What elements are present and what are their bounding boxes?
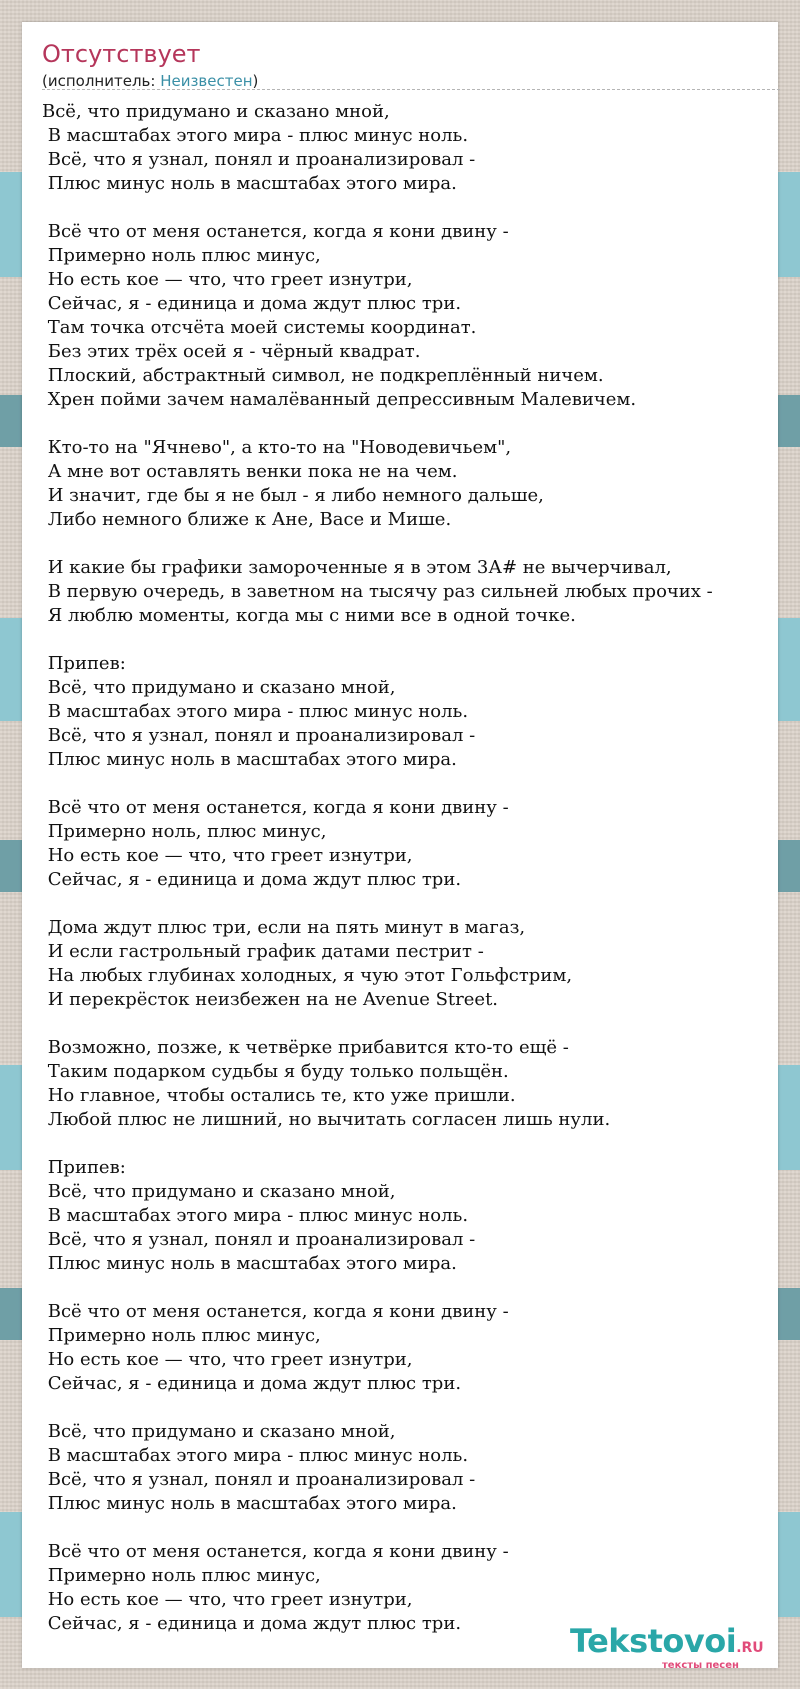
lyrics-card [22, 22, 778, 1671]
logo-tld: .RU [736, 1640, 764, 1656]
artist-line [42, 72, 258, 90]
artist-prefix: (исполнитель: [42, 72, 161, 90]
song-title: Отсутствует [42, 40, 201, 68]
logo-wordmark: Tekstovoi [570, 1622, 737, 1660]
title-divider [42, 89, 780, 90]
artist-link[interactable]: Неизвестен [160, 72, 253, 90]
logo-tagline: тексты песен [662, 1660, 739, 1671]
artist-suffix: ) [252, 72, 259, 90]
site-logo[interactable] [570, 1622, 764, 1671]
lyrics-text: Всё, что придумано и сказано мной, В масштабах этого мира - плюс минус ноль. Всё, что я узнал, понял и проанализировал - Плюс минус ноль в масштабах этого мира. Всё что от меня останется, когда я кони двину - Примерно ноль плюс минус, Но есть кое — что, что греет изнутри, Сейчас, я - единица и дома ждут плюс три. Там точка отсчёта моей системы координат. Без этих трёх осей я - чёрный квадрат. Плоский, абстрактный символ, не подкреплённый ничем. Хрен пойми зачем намалёванный депрессивным Малевичем. Кто-то на "Ячнево", а кто-то на "Новодевичьем", А мне вот оставлять венки пока не на чем. И значит, где бы я не был - я либо немного дальше, Либо немного ближе к Ане, Васе и Мише. И какие бы графики замороченные я в этом 3А# не вычерчивал, В первую очередь, в заветном на тысячу раз сильней любых прочих - Я люблю моменты, когда мы с ними все в одной точке. Припев: Всё, что придумано и сказано мной, В масштабах этого мира - плюс минус ноль. Всё, что я узнал, понял и проанализировал - Плюс минус ноль в масштабах этого мира. Всё что от меня останется, когда я кони двину - Примерно ноль, плюс минус, Но есть кое — что, что греет изнутри, Сейчас, я - единица и дома ждут плюс три. Дома ждут плюс три, если на пять минут в магаз, И если гастрольный график датами пестрит - На любых глубинах холодных, я чую этот Гольфстрим, И перекрёсток неизбежен на не Avenue Street. Возможно, позже, к четвёрке прибавится кто-то ещё - Таким подарком судьбы я буду только польщён. Но главное, чтобы остались те, кто уже пришли. Любой плюс не лишний, но вычитать согласен лишь нули. Припев: Всё, что придумано и сказано мной, В масштабах этого мира - плюс минус ноль. Всё, что я узнал, понял и проанализировал - Плюс минус ноль в масштабах этого мира. Всё что от меня останется, когда я кони двину - Примерно ноль плюс минус, Но есть кое — что, что греет изнутри, Сейчас, я - единица и дома ждут плюс три. Всё, что придумано и сказано мной, В масштабах этого мира - плюс минус ноль. Всё, что я узнал, понял и проанализировал - Плюс минус ноль в масштабах этого мира. Всё что от меня останется, когда я кони двину - Примерно ноль плюс минус, Но есть кое — что, что греет изнутри, Сейчас, я - единица и дома ждут плюс три. [42, 101, 713, 1634]
